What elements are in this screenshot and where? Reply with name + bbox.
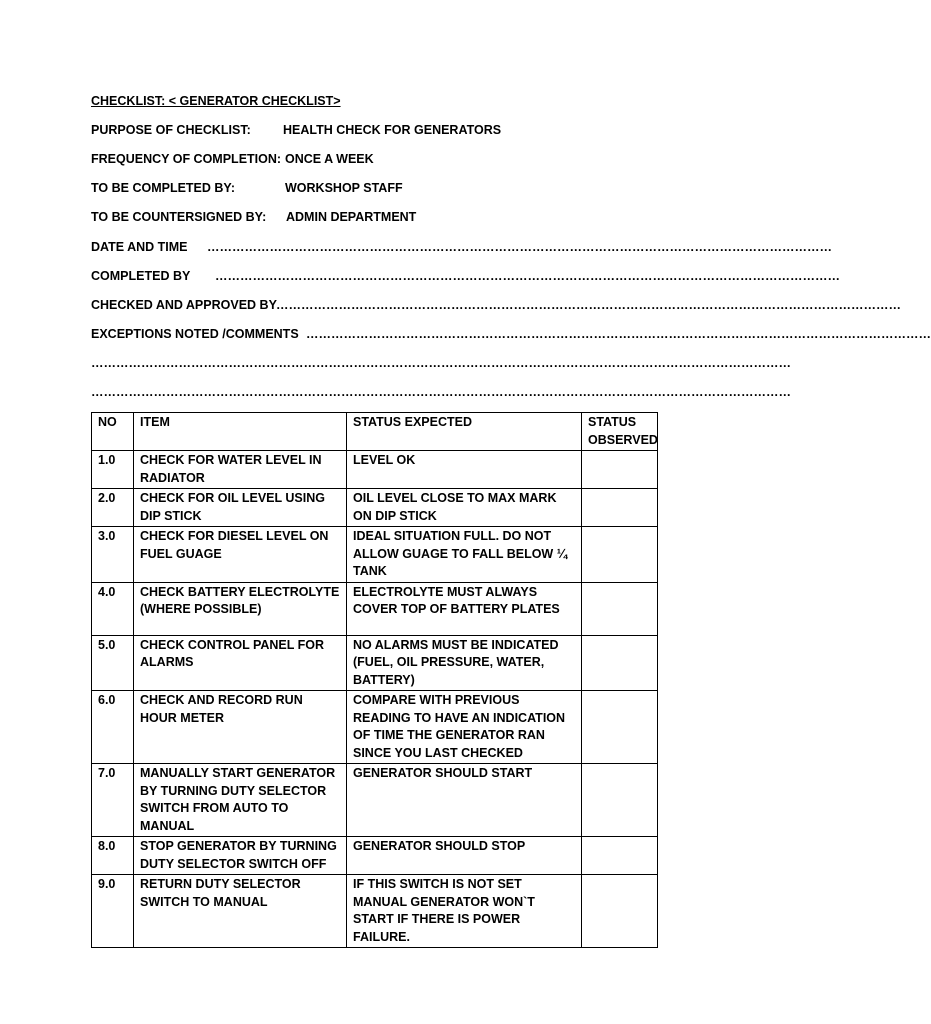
header-item: ITEM xyxy=(134,413,347,451)
fill-dotted-line[interactable]: …………………………………………………………………………………………………………………………………… xyxy=(215,269,840,283)
cell-no: 4.0 xyxy=(92,582,134,635)
cell-item: CHECK CONTROL PANEL FOR ALARMS xyxy=(134,635,347,691)
table-row xyxy=(92,691,658,764)
meta-label: PURPOSE OF CHECKLIST: xyxy=(91,123,251,137)
cell-no: 2.0 xyxy=(92,489,134,527)
meta-value: ONCE A WEEK xyxy=(285,152,374,166)
cell-no: 7.0 xyxy=(92,764,134,837)
cell-no: 3.0 xyxy=(92,527,134,583)
table-row xyxy=(92,582,658,635)
cell-no: 1.0 xyxy=(92,451,134,489)
cell-expected: ELECTROLYTE MUST ALWAYS COVER TOP OF BATTERY PLATES xyxy=(347,582,582,635)
cell-item: MANUALLY START GENERATOR BY TURNING DUTY SELECTOR SWITCH FROM AUTO TO MANUAL xyxy=(134,764,347,837)
cell-observed[interactable] xyxy=(582,527,658,583)
comments-dotted-line[interactable]: …………………………………………………………………………………………………………………………………………………… xyxy=(91,385,791,399)
cell-no: 6.0 xyxy=(92,691,134,764)
cell-observed[interactable] xyxy=(582,764,658,837)
fill-dotted-line[interactable]: …………………………………………………………………………………………………………………………………… xyxy=(306,327,931,341)
table-header-row xyxy=(92,413,658,451)
cell-observed[interactable] xyxy=(582,837,658,875)
meta-label: FREQUENCY OF COMPLETION: xyxy=(91,152,282,166)
table-row xyxy=(92,875,658,948)
cell-item: CHECK BATTERY ELECTROLYTE (WHERE POSSIBLE) xyxy=(134,582,347,635)
header-status-expected: STATUS EXPECTED xyxy=(347,413,582,451)
field-label: DATE AND TIME xyxy=(91,240,188,254)
cell-observed[interactable] xyxy=(582,635,658,691)
meta-label: TO BE COUNTERSIGNED BY: xyxy=(91,210,267,224)
table-row xyxy=(92,837,658,875)
cell-expected: LEVEL OK xyxy=(347,451,582,489)
cell-expected: GENERATOR SHOULD START xyxy=(347,764,582,837)
cell-observed[interactable] xyxy=(582,451,658,489)
header-status-observed: STATUS OBSERVED xyxy=(582,413,658,451)
comments-dotted-line[interactable]: …………………………………………………………………………………………………………………………………………………… xyxy=(91,356,791,370)
field-label: EXCEPTIONS NOTED /COMMENTS xyxy=(91,327,299,341)
cell-expected: NO ALARMS MUST BE INDICATED (FUEL, OIL PRESSURE, WATER, BATTERY) xyxy=(347,635,582,691)
meta-value: HEALTH CHECK FOR GENERATORS xyxy=(283,123,502,137)
meta-value: ADMIN DEPARTMENT xyxy=(286,210,417,224)
cell-expected: COMPARE WITH PREVIOUS READING TO HAVE AN INDICATION OF TIME THE GENERATOR RAN SINCE YOU LAST CHECKED xyxy=(347,691,582,764)
cell-no: 8.0 xyxy=(92,837,134,875)
cell-item: CHECK FOR OIL LEVEL USING DIP STICK xyxy=(134,489,347,527)
cell-item: CHECK FOR WATER LEVEL IN RADIATOR xyxy=(134,451,347,489)
cell-observed[interactable] xyxy=(582,691,658,764)
cell-expected: IDEAL SITUATION FULL. DO NOT ALLOW GUAGE TO FALL BELOW ¼ TANK xyxy=(347,527,582,583)
table-row xyxy=(92,764,658,837)
document-title: CHECKLIST: < GENERATOR CHECKLIST> xyxy=(91,94,341,108)
cell-observed[interactable] xyxy=(582,582,658,635)
meta-value: WORKSHOP STAFF xyxy=(285,181,403,195)
fill-dotted-line[interactable]: …………………………………………………………………………………………………………………………………… xyxy=(207,240,832,254)
cell-item: RETURN DUTY SELECTOR SWITCH TO MANUAL xyxy=(134,875,347,948)
meta-label: TO BE COMPLETED BY: xyxy=(91,181,235,195)
table-row xyxy=(92,451,658,489)
field-label: CHECKED AND APPROVED BY xyxy=(91,298,277,312)
table-row xyxy=(92,635,658,691)
header-no: NO xyxy=(92,413,134,451)
table-row xyxy=(92,527,658,583)
cell-no: 9.0 xyxy=(92,875,134,948)
field-label: COMPLETED BY xyxy=(91,269,191,283)
cell-no: 5.0 xyxy=(92,635,134,691)
cell-expected: OIL LEVEL CLOSE TO MAX MARK ON DIP STICK xyxy=(347,489,582,527)
table-row xyxy=(92,489,658,527)
fill-dotted-line[interactable]: …………………………………………………………………………………………………………………………………… xyxy=(276,298,901,312)
cell-expected: IF THIS SWITCH IS NOT SET MANUAL GENERATOR WON`T START IF THERE IS POWER FAILURE. xyxy=(347,875,582,948)
cell-item: CHECK FOR DIESEL LEVEL ON FUEL GUAGE xyxy=(134,527,347,583)
cell-observed[interactable] xyxy=(582,875,658,948)
cell-item: CHECK AND RECORD RUN HOUR METER xyxy=(134,691,347,764)
cell-observed[interactable] xyxy=(582,489,658,527)
cell-expected: GENERATOR SHOULD STOP xyxy=(347,837,582,875)
checklist-table xyxy=(91,412,658,948)
cell-item: STOP GENERATOR BY TURNING DUTY SELECTOR SWITCH OFF xyxy=(134,837,347,875)
